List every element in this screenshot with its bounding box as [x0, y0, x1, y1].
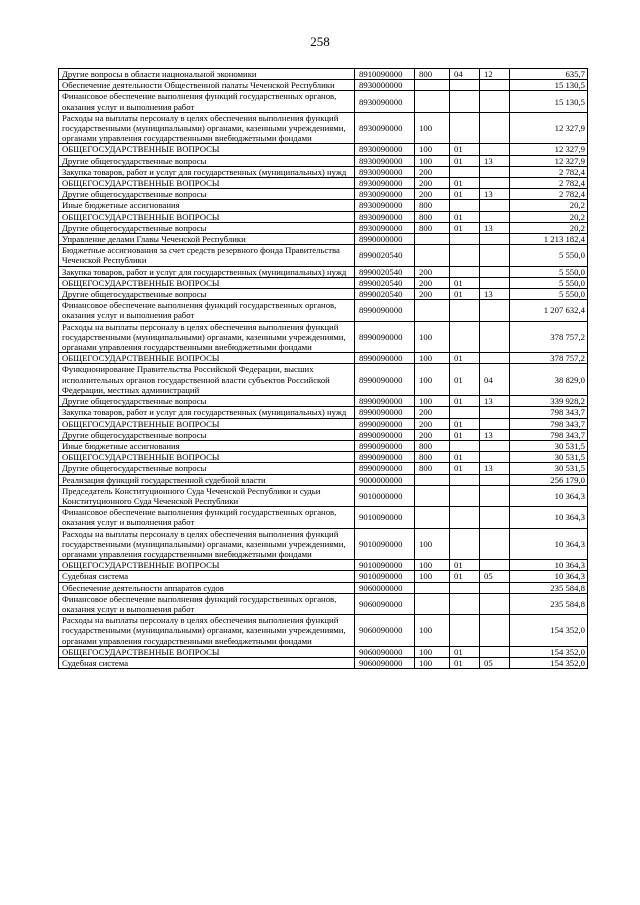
row-section-cell: 01 [450, 189, 480, 200]
row-section-cell [450, 234, 480, 245]
row-subsection-cell: 05 [480, 571, 510, 582]
row-section-cell [450, 593, 480, 614]
row-name-cell: ОБЩЕГОСУДАРСТВЕННЫЕ ВОПРОСЫ [59, 646, 355, 657]
row-csr-code-cell: 8990090000 [355, 463, 415, 474]
row-name-cell: Бюджетные ассигнования за счет средств резервного фонда Правительства Чеченской Республики [59, 245, 355, 266]
row-subsection-cell [480, 91, 510, 112]
table-row [59, 300, 588, 321]
row-csr-code-cell: 8990090000 [355, 300, 415, 321]
row-name-cell: Финансовое обеспечение выполнения функций государственных органов, оказания услуг и выполнения работ [59, 593, 355, 614]
table-row [59, 211, 588, 222]
row-section-cell: 01 [450, 452, 480, 463]
row-name-cell: Расходы на выплаты персоналу в целях обеспечения выполнения функций государственными (муниципальными) органами, казенными учреждениями, органами управления государственными внебюджетными фондами [59, 528, 355, 560]
row-name-cell: Иные бюджетные ассигнования [59, 440, 355, 451]
row-section-cell: 01 [450, 364, 480, 396]
row-amount-cell: 10 364,3 [510, 560, 588, 571]
row-name-cell: ОБЩЕГОСУДАРСТВЕННЫЕ ВОПРОСЫ [59, 178, 355, 189]
row-name-cell: Финансовое обеспечение выполнения функций государственных органов, оказания услуг и выполнения работ [59, 91, 355, 112]
row-expense-type-cell: 100 [415, 155, 450, 166]
row-subsection-cell [480, 407, 510, 418]
row-subsection-cell [480, 582, 510, 593]
row-expense-type-cell: 100 [415, 144, 450, 155]
row-amount-cell: 30 531,5 [510, 452, 588, 463]
row-amount-cell: 10 364,3 [510, 528, 588, 560]
row-subsection-cell [480, 245, 510, 266]
table-row [59, 189, 588, 200]
row-amount-cell: 378 757,2 [510, 353, 588, 364]
row-subsection-cell [480, 646, 510, 657]
row-csr-code-cell: 9060000000 [355, 582, 415, 593]
table-row [59, 144, 588, 155]
row-csr-code-cell: 8990090000 [355, 353, 415, 364]
row-section-cell [450, 507, 480, 528]
table-row [59, 582, 588, 593]
table-row [59, 112, 588, 144]
row-csr-code-cell: 9060090000 [355, 646, 415, 657]
row-name-cell: Другие общегосударственные вопросы [59, 463, 355, 474]
row-amount-cell: 2 782,4 [510, 178, 588, 189]
row-csr-code-cell: 8930090000 [355, 91, 415, 112]
row-subsection-cell [480, 528, 510, 560]
row-subsection-cell [480, 474, 510, 485]
row-subsection-cell: 04 [480, 364, 510, 396]
row-section-cell: 01 [450, 571, 480, 582]
row-section-cell: 01 [450, 429, 480, 440]
table-row [59, 528, 588, 560]
row-section-cell: 01 [450, 657, 480, 668]
table-row [59, 289, 588, 300]
row-expense-type-cell: 100 [415, 353, 450, 364]
row-expense-type-cell: 800 [415, 452, 450, 463]
row-expense-type-cell: 800 [415, 200, 450, 211]
row-section-cell: 01 [450, 277, 480, 288]
row-subsection-cell [480, 234, 510, 245]
row-name-cell: Обеспечение деятельности аппаратов судов [59, 582, 355, 593]
row-subsection-cell [480, 178, 510, 189]
row-subsection-cell: 13 [480, 189, 510, 200]
row-amount-cell: 2 782,4 [510, 189, 588, 200]
row-expense-type-cell [415, 593, 450, 614]
row-expense-type-cell: 200 [415, 189, 450, 200]
row-amount-cell: 5 550,0 [510, 289, 588, 300]
table-row [59, 200, 588, 211]
row-amount-cell: 798 343,7 [510, 407, 588, 418]
row-section-cell: 01 [450, 463, 480, 474]
row-section-cell [450, 615, 480, 647]
row-name-cell: Расходы на выплаты персоналу в целях обеспечения выполнения функций государственными (муниципальными) органами, казенными учреждениями, органами управления государственными внебюджетными фондами [59, 615, 355, 647]
row-section-cell [450, 407, 480, 418]
table-row [59, 353, 588, 364]
row-csr-code-cell: 8990090000 [355, 429, 415, 440]
row-section-cell: 01 [450, 396, 480, 407]
row-csr-code-cell: 8990020540 [355, 289, 415, 300]
table-row [59, 593, 588, 614]
row-name-cell: Другие вопросы в области национальной экономики [59, 69, 355, 80]
row-csr-code-cell: 8930090000 [355, 211, 415, 222]
row-expense-type-cell: 200 [415, 266, 450, 277]
row-name-cell: Другие общегосударственные вопросы [59, 189, 355, 200]
table-row [59, 396, 588, 407]
row-csr-code-cell: 8990090000 [355, 452, 415, 463]
row-section-cell [450, 582, 480, 593]
row-subsection-cell [480, 560, 510, 571]
table-row [59, 474, 588, 485]
table-row [59, 166, 588, 177]
row-subsection-cell [480, 200, 510, 211]
row-expense-type-cell: 100 [415, 321, 450, 353]
row-section-cell [450, 300, 480, 321]
row-expense-type-cell: 200 [415, 178, 450, 189]
table-row [59, 485, 588, 506]
row-csr-code-cell: 9010000000 [355, 485, 415, 506]
row-expense-type-cell: 200 [415, 407, 450, 418]
row-name-cell: Другие общегосударственные вопросы [59, 222, 355, 233]
row-expense-type-cell: 800 [415, 211, 450, 222]
row-subsection-cell [480, 507, 510, 528]
row-expense-type-cell [415, 507, 450, 528]
row-csr-code-cell: 8990090000 [355, 364, 415, 396]
row-expense-type-cell: 100 [415, 560, 450, 571]
row-csr-code-cell: 8930090000 [355, 200, 415, 211]
row-amount-cell: 798 343,7 [510, 418, 588, 429]
row-amount-cell: 339 928,2 [510, 396, 588, 407]
table-row [59, 321, 588, 353]
row-section-cell [450, 528, 480, 560]
row-subsection-cell: 13 [480, 155, 510, 166]
row-subsection-cell: 13 [480, 289, 510, 300]
row-subsection-cell [480, 615, 510, 647]
row-subsection-cell [480, 321, 510, 353]
row-name-cell: ОБЩЕГОСУДАРСТВЕННЫЕ ВОПРОСЫ [59, 277, 355, 288]
table-row [59, 452, 588, 463]
row-name-cell: Иные бюджетные ассигнования [59, 200, 355, 211]
table-row [59, 657, 588, 668]
row-csr-code-cell: 8990090000 [355, 418, 415, 429]
row-section-cell: 04 [450, 69, 480, 80]
table-row [59, 615, 588, 647]
table-row [59, 364, 588, 396]
row-name-cell: ОБЩЕГОСУДАРСТВЕННЫЕ ВОПРОСЫ [59, 211, 355, 222]
row-name-cell: ОБЩЕГОСУДАРСТВЕННЫЕ ВОПРОСЫ [59, 560, 355, 571]
row-expense-type-cell [415, 300, 450, 321]
row-expense-type-cell [415, 245, 450, 266]
row-amount-cell: 15 130,5 [510, 80, 588, 91]
row-name-cell: Финансовое обеспечение выполнения функций государственных органов, оказания услуг и выполнения работ [59, 507, 355, 528]
table-row [59, 571, 588, 582]
table-row [59, 80, 588, 91]
table-row [59, 418, 588, 429]
row-section-cell [450, 200, 480, 211]
row-amount-cell: 635,7 [510, 69, 588, 80]
row-expense-type-cell: 800 [415, 69, 450, 80]
row-csr-code-cell: 8990090000 [355, 321, 415, 353]
row-csr-code-cell: 9010090000 [355, 528, 415, 560]
row-csr-code-cell: 8910090000 [355, 69, 415, 80]
row-csr-code-cell: 8990090000 [355, 396, 415, 407]
row-csr-code-cell: 8990090000 [355, 440, 415, 451]
row-expense-type-cell: 100 [415, 364, 450, 396]
row-section-cell [450, 485, 480, 506]
row-name-cell: Функционирование Правительства Российской Федерации, высших исполнительных органов государственной власти субъектов Российской Федерации, местных администраций [59, 364, 355, 396]
row-csr-code-cell: 8930090000 [355, 166, 415, 177]
row-csr-code-cell: 9000000000 [355, 474, 415, 485]
row-section-cell: 01 [450, 155, 480, 166]
row-csr-code-cell: 8930000000 [355, 80, 415, 91]
row-name-cell: Судебная система [59, 657, 355, 668]
row-name-cell: Управление делами Главы Чеченской Республики [59, 234, 355, 245]
row-amount-cell: 30 531,5 [510, 440, 588, 451]
row-subsection-cell [480, 112, 510, 144]
row-amount-cell: 5 550,0 [510, 245, 588, 266]
row-subsection-cell [480, 166, 510, 177]
table-row [59, 463, 588, 474]
row-csr-code-cell: 9060090000 [355, 657, 415, 668]
row-expense-type-cell: 100 [415, 396, 450, 407]
row-name-cell: Закупка товаров, работ и услуг для государственных (муниципальных) нужд [59, 266, 355, 277]
row-amount-cell: 798 343,7 [510, 429, 588, 440]
row-name-cell: Председатель Конституционного Суда Чеченской Республики и судьи Конституционного Суда Чеченской Республики [59, 485, 355, 506]
row-section-cell: 01 [450, 144, 480, 155]
row-name-cell: Другие общегосударственные вопросы [59, 396, 355, 407]
budget-table [58, 68, 588, 669]
row-expense-type-cell: 200 [415, 429, 450, 440]
row-section-cell: 01 [450, 418, 480, 429]
row-amount-cell: 154 352,0 [510, 657, 588, 668]
row-name-cell: ОБЩЕГОСУДАРСТВЕННЫЕ ВОПРОСЫ [59, 353, 355, 364]
row-amount-cell: 10 364,3 [510, 571, 588, 582]
row-name-cell: Другие общегосударственные вопросы [59, 155, 355, 166]
row-amount-cell: 12 327,9 [510, 155, 588, 166]
row-subsection-cell: 12 [480, 69, 510, 80]
row-csr-code-cell: 8930090000 [355, 144, 415, 155]
row-name-cell: Другие общегосударственные вопросы [59, 289, 355, 300]
row-csr-code-cell: 8990000000 [355, 234, 415, 245]
table-row [59, 407, 588, 418]
table-row [59, 155, 588, 166]
row-amount-cell: 5 550,0 [510, 266, 588, 277]
row-expense-type-cell: 200 [415, 166, 450, 177]
table-row [59, 277, 588, 288]
row-amount-cell: 1 207 632,4 [510, 300, 588, 321]
row-expense-type-cell: 100 [415, 646, 450, 657]
row-amount-cell: 154 352,0 [510, 615, 588, 647]
row-subsection-cell [480, 300, 510, 321]
row-subsection-cell: 05 [480, 657, 510, 668]
row-amount-cell: 2 782,4 [510, 166, 588, 177]
row-name-cell: Расходы на выплаты персоналу в целях обеспечения выполнения функций государственными (муниципальными) органами, казенными учреждениями, органами управления государственными внебюджетными фондами [59, 112, 355, 144]
row-expense-type-cell: 100 [415, 528, 450, 560]
row-expense-type-cell: 100 [415, 112, 450, 144]
row-csr-code-cell: 8990020540 [355, 245, 415, 266]
row-name-cell: Финансовое обеспечение выполнения функций государственных органов, оказания услуг и выполнения работ [59, 300, 355, 321]
row-section-cell [450, 440, 480, 451]
table-row [59, 178, 588, 189]
page-number: 258 [310, 34, 330, 49]
row-amount-cell: 30 531,5 [510, 463, 588, 474]
row-expense-type-cell: 200 [415, 289, 450, 300]
row-csr-code-cell: 9010090000 [355, 560, 415, 571]
table-row [59, 245, 588, 266]
table-row [59, 91, 588, 112]
row-name-cell: ОБЩЕГОСУДАРСТВЕННЫЕ ВОПРОСЫ [59, 452, 355, 463]
row-amount-cell: 20,2 [510, 200, 588, 211]
row-section-cell [450, 245, 480, 266]
row-expense-type-cell [415, 485, 450, 506]
row-csr-code-cell: 8930090000 [355, 112, 415, 144]
row-section-cell: 01 [450, 289, 480, 300]
row-subsection-cell [480, 80, 510, 91]
row-subsection-cell: 13 [480, 222, 510, 233]
row-csr-code-cell: 9060090000 [355, 615, 415, 647]
row-expense-type-cell [415, 91, 450, 112]
row-subsection-cell [480, 277, 510, 288]
row-section-cell: 01 [450, 560, 480, 571]
row-section-cell [450, 112, 480, 144]
row-subsection-cell: 13 [480, 463, 510, 474]
row-subsection-cell [480, 418, 510, 429]
row-name-cell: Реализация функций государственной судебной власти [59, 474, 355, 485]
row-section-cell [450, 321, 480, 353]
row-subsection-cell [480, 353, 510, 364]
row-amount-cell: 5 550,0 [510, 277, 588, 288]
row-csr-code-cell: 9010090000 [355, 571, 415, 582]
row-section-cell: 01 [450, 353, 480, 364]
table-row [59, 440, 588, 451]
row-section-cell [450, 80, 480, 91]
row-csr-code-cell: 8990090000 [355, 407, 415, 418]
row-expense-type-cell [415, 234, 450, 245]
table-row [59, 234, 588, 245]
row-amount-cell: 20,2 [510, 222, 588, 233]
row-csr-code-cell: 9010090000 [355, 507, 415, 528]
row-subsection-cell [480, 144, 510, 155]
row-subsection-cell [480, 211, 510, 222]
row-amount-cell: 15 130,5 [510, 91, 588, 112]
row-amount-cell: 10 364,3 [510, 485, 588, 506]
row-amount-cell: 154 352,0 [510, 646, 588, 657]
row-name-cell: Закупка товаров, работ и услуг для государственных (муниципальных) нужд [59, 407, 355, 418]
row-amount-cell: 12 327,9 [510, 144, 588, 155]
row-expense-type-cell [415, 474, 450, 485]
row-section-cell: 01 [450, 211, 480, 222]
row-section-cell [450, 266, 480, 277]
row-subsection-cell [480, 485, 510, 506]
row-expense-type-cell: 800 [415, 440, 450, 451]
row-subsection-cell [480, 440, 510, 451]
row-name-cell: Судебная система [59, 571, 355, 582]
table-row [59, 560, 588, 571]
row-expense-type-cell [415, 582, 450, 593]
row-amount-cell: 378 757,2 [510, 321, 588, 353]
row-csr-code-cell: 8990020540 [355, 266, 415, 277]
row-expense-type-cell: 200 [415, 277, 450, 288]
row-csr-code-cell: 9060090000 [355, 593, 415, 614]
row-expense-type-cell: 800 [415, 463, 450, 474]
row-amount-cell: 1 213 182,4 [510, 234, 588, 245]
row-section-cell: 01 [450, 222, 480, 233]
row-amount-cell: 235 584,8 [510, 593, 588, 614]
row-name-cell: Расходы на выплаты персоналу в целях обеспечения выполнения функций государственными (муниципальными) органами, казенными учреждениями, органами управления государственными внебюджетными фондами [59, 321, 355, 353]
row-section-cell: 01 [450, 178, 480, 189]
row-expense-type-cell: 100 [415, 615, 450, 647]
row-expense-type-cell [415, 80, 450, 91]
row-csr-code-cell: 8930090000 [355, 155, 415, 166]
row-expense-type-cell: 200 [415, 418, 450, 429]
row-amount-cell: 20,2 [510, 211, 588, 222]
table-row [59, 429, 588, 440]
table-row [59, 507, 588, 528]
row-name-cell: Другие общегосударственные вопросы [59, 429, 355, 440]
row-csr-code-cell: 8930090000 [355, 222, 415, 233]
row-subsection-cell: 13 [480, 396, 510, 407]
table-row [59, 222, 588, 233]
row-name-cell: ОБЩЕГОСУДАРСТВЕННЫЕ ВОПРОСЫ [59, 144, 355, 155]
row-amount-cell: 38 829,0 [510, 364, 588, 396]
table-row [59, 69, 588, 80]
row-section-cell [450, 166, 480, 177]
row-amount-cell: 10 364,3 [510, 507, 588, 528]
row-expense-type-cell: 100 [415, 571, 450, 582]
row-amount-cell: 256 179,0 [510, 474, 588, 485]
row-section-cell [450, 91, 480, 112]
row-subsection-cell [480, 593, 510, 614]
row-csr-code-cell: 8930090000 [355, 189, 415, 200]
row-section-cell [450, 474, 480, 485]
row-amount-cell: 12 327,9 [510, 112, 588, 144]
row-expense-type-cell: 800 [415, 222, 450, 233]
table-row [59, 266, 588, 277]
row-subsection-cell [480, 452, 510, 463]
row-section-cell: 01 [450, 646, 480, 657]
row-expense-type-cell: 100 [415, 657, 450, 668]
row-csr-code-cell: 8990020540 [355, 277, 415, 288]
row-name-cell: ОБЩЕГОСУДАРСТВЕННЫЕ ВОПРОСЫ [59, 418, 355, 429]
row-subsection-cell: 13 [480, 429, 510, 440]
row-amount-cell: 235 584,8 [510, 582, 588, 593]
budget-table-body [59, 69, 588, 669]
row-subsection-cell [480, 266, 510, 277]
row-name-cell: Закупка товаров, работ и услуг для государственных (муниципальных) нужд [59, 166, 355, 177]
table-row [59, 646, 588, 657]
row-name-cell: Обеспечение деятельности Общественной палаты Чеченской Республики [59, 80, 355, 91]
row-csr-code-cell: 8930090000 [355, 178, 415, 189]
